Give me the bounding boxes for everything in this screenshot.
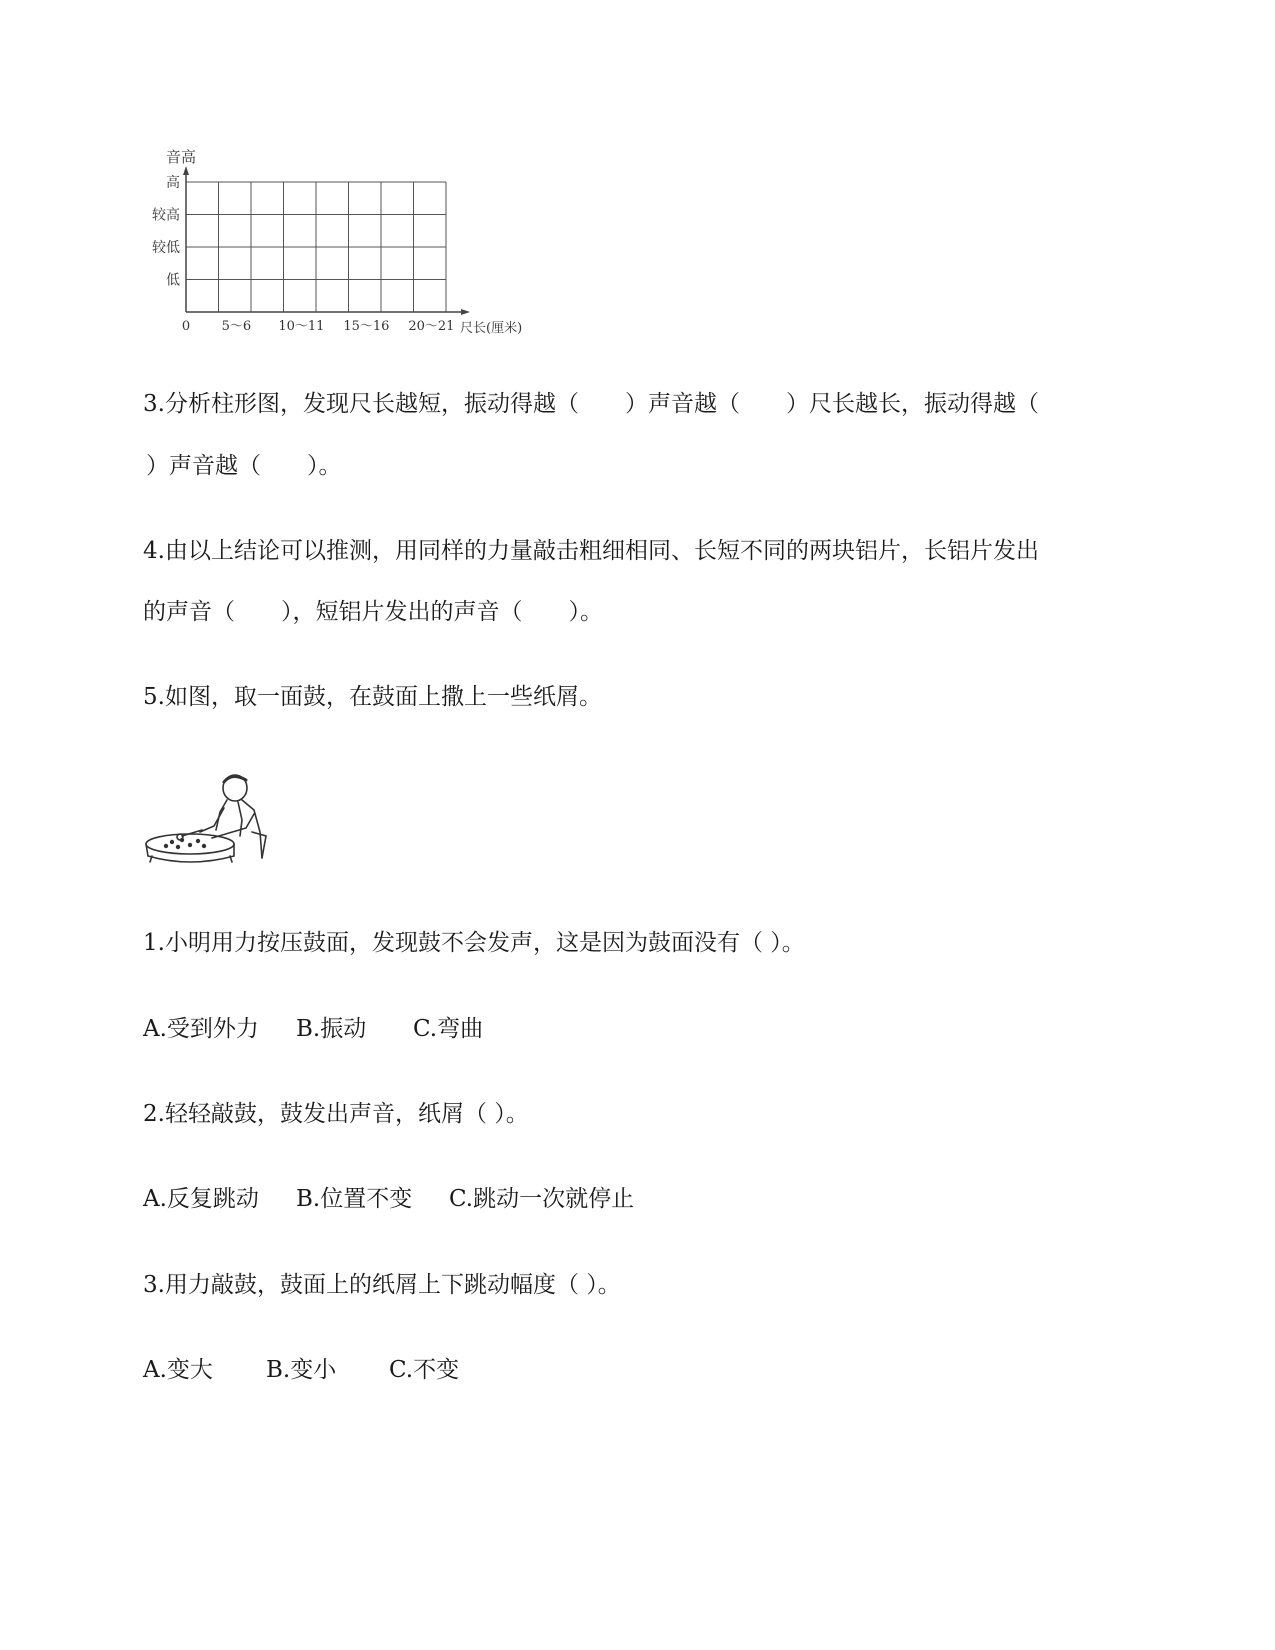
- sub3-option-b[interactable]: B.变小: [266, 1357, 337, 1383]
- y-tick-label: 高: [166, 175, 180, 191]
- x-tick-label: 5～6: [221, 319, 252, 334]
- sub1-question: 1.小明用力按压鼓面，发现鼓不会发声，这是因为鼓面没有（ ）。: [143, 930, 805, 956]
- sub2-option-b[interactable]: B.位置不变: [296, 1186, 413, 1212]
- q3-line-1: 3.分析柱形图，发现尺长越短，振动得越（ ）声音越（ ）尺长越长，振动得越（: [143, 391, 1039, 417]
- chart-axes: [183, 166, 470, 315]
- sub2-option-c[interactable]: C.跳动一次就停止: [449, 1186, 635, 1212]
- chart-grid: [186, 182, 446, 312]
- y-axis-label: 音高: [166, 148, 197, 166]
- x-tick-label: 20～21: [408, 319, 455, 334]
- sub1-option-a[interactable]: A.受到外力: [143, 1016, 259, 1042]
- x-tick-label: 0: [181, 319, 191, 334]
- x-axis-label: 尺长(厘米): [460, 321, 523, 336]
- q4-line-1: 4.由以上结论可以推测，用同样的力量敲击粗细相同、长短不同的两块铝片，长铝片发出: [143, 538, 1039, 564]
- y-tick-label: 低: [166, 272, 180, 289]
- pitch-grid-chart: [140, 140, 560, 350]
- sub3-option-a[interactable]: A.变大: [143, 1357, 213, 1383]
- sub2-question: 2.轻轻敲鼓，鼓发出声音，纸屑（ ）。: [143, 1101, 529, 1127]
- q5-title: 5.如图，取一面鼓，在鼓面上撒上一些纸屑。: [143, 684, 602, 710]
- sub1-option-b[interactable]: B.振动: [296, 1016, 367, 1042]
- sub2-option-a[interactable]: A.反复跳动: [143, 1186, 259, 1212]
- x-tick-label: 10～11: [278, 319, 325, 334]
- q4-line-2: 的声音（ ），短铝片发出的声音（ ）。: [143, 599, 603, 625]
- q3-line-2: ）声音越（ ）。: [146, 453, 342, 479]
- sub3-question: 3.用力敲鼓，鼓面上的纸屑上下跳动幅度（ ）。: [143, 1272, 621, 1298]
- x-tick-label: 15～16: [343, 319, 390, 334]
- sub3-option-c[interactable]: C.不变: [389, 1357, 460, 1383]
- y-tick-label: 较低: [152, 240, 180, 256]
- sub1-option-c[interactable]: C.弯曲: [413, 1016, 484, 1042]
- y-tick-label: 较高: [152, 207, 180, 224]
- drum-illustration: [142, 770, 292, 865]
